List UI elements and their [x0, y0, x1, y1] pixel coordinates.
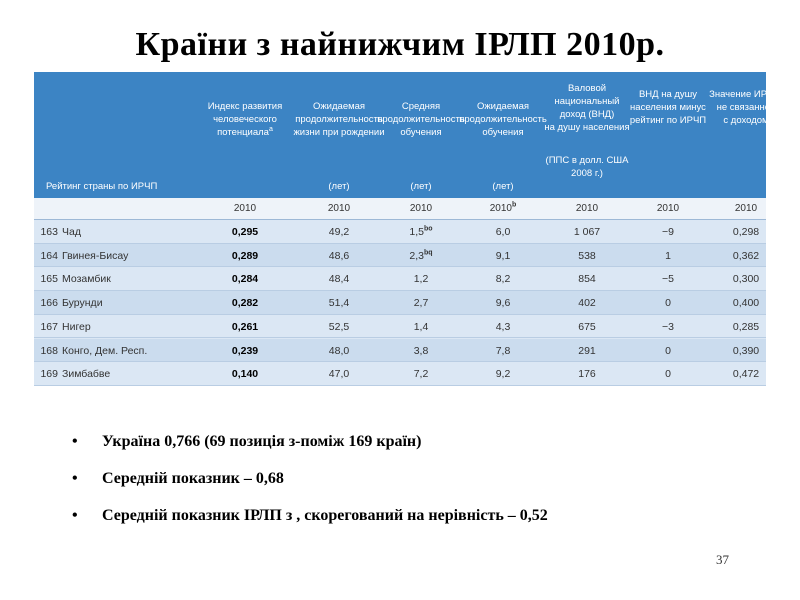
year-label: 2010: [233, 203, 257, 214]
hdi-cell: [205, 226, 285, 238]
cell-value: 0,284: [231, 273, 259, 286]
mean-school-cell: [381, 250, 461, 262]
gni-cell: [547, 368, 627, 380]
table-header: [34, 72, 783, 198]
rank-cell: 167: [40, 320, 58, 333]
cell-value: 9,1: [495, 249, 511, 262]
cell-value: 0: [665, 368, 671, 381]
life-cell: [299, 368, 379, 380]
cell-value: 48,4: [328, 273, 350, 286]
bullet-text: Середній показник ІРЛП з , скорегований на нерівність – 0,52: [102, 507, 548, 524]
life-cell: [299, 226, 379, 238]
hdi-cell: [205, 273, 285, 285]
bullet-item: [68, 506, 768, 526]
country-cell: Гвинея-Бисау: [62, 249, 129, 262]
life-cell: [299, 297, 379, 309]
nonincome-cell: [706, 345, 786, 357]
page-number: 37: [716, 552, 729, 567]
cell-value: 0,298: [732, 226, 760, 238]
rank-cell: 164: [40, 249, 58, 262]
column-header-label: Средняя продолжительность обучения: [377, 101, 465, 138]
nonincome-cell: [706, 250, 786, 262]
cell-value: 7,2: [413, 368, 429, 381]
country-cell: Зимбабве: [62, 368, 111, 381]
column-header-label: ВНД на душу населения минус рейтинг по ИРЧП: [629, 89, 707, 126]
cell-value: 538: [578, 249, 596, 262]
country-cell: Нигер: [62, 320, 91, 333]
year-label: 2010: [409, 203, 433, 214]
cell-value: 48,6: [328, 249, 350, 262]
table-row: [34, 315, 766, 339]
mean-school-cell: [381, 368, 461, 380]
cell-value: 0: [665, 297, 671, 310]
exp-school-cell: [463, 273, 543, 285]
cell-value: 6,0: [495, 226, 511, 238]
cell-value: −5: [662, 273, 674, 286]
life-cell: [299, 321, 379, 333]
cell-value: 0,300: [732, 273, 760, 286]
mean-school-cell: [381, 297, 461, 309]
cell-footnote: bo: [424, 225, 433, 233]
hdi-cell: [205, 297, 285, 309]
hdi-cell: [205, 345, 285, 357]
year-label: 2010: [575, 203, 599, 214]
rank-cell: 163: [40, 226, 58, 238]
table-row: [34, 267, 766, 291]
cell-value: 1,2: [413, 273, 429, 286]
hdi-cell: [205, 321, 285, 333]
gni-minus-cell: [628, 321, 708, 333]
cell-value: 1,4: [413, 320, 429, 333]
year-label: 2010: [656, 203, 680, 214]
cell-value: 48,0: [328, 344, 350, 357]
gni-minus-cell: [628, 226, 708, 238]
cell-value: 0: [665, 344, 671, 357]
exp-school-cell: [463, 297, 543, 309]
table-row: [34, 220, 766, 244]
table-row: [34, 244, 766, 268]
column-header-label: Значение ИРЧП, не связанное с доходом: [709, 89, 783, 126]
rank-column-header: Рейтинг страны по ИРЧП: [46, 181, 158, 192]
exp-school-cell: [463, 321, 543, 333]
cell-value: 402: [578, 297, 596, 310]
column-header-label: Валовой национальный доход (ВНД) на душу населения: [544, 83, 630, 133]
gni-cell: [547, 321, 627, 333]
cell-value: 49,2: [328, 226, 350, 238]
year-footnote: b: [511, 201, 517, 209]
rank-cell: 168: [40, 344, 58, 357]
cell-value: 0,285: [732, 320, 760, 333]
cell-value: 2,7: [413, 297, 429, 310]
column-unit: (лет): [492, 181, 514, 192]
cell-value: 9,2: [495, 368, 511, 381]
cell-value: 1,5: [409, 226, 425, 238]
country-cell: Бурунди: [62, 297, 103, 310]
nonincome-cell: [706, 321, 786, 333]
cell-value: 176: [578, 368, 596, 381]
column-unit: (лет): [328, 181, 350, 192]
life-cell: [299, 250, 379, 262]
gni-minus-cell: [628, 273, 708, 285]
cell-value: 0,400: [732, 297, 760, 310]
year-label: 2010: [734, 203, 758, 214]
cell-value: 1 067: [573, 226, 601, 238]
bullet-text: Середній показник – 0,68: [102, 470, 284, 487]
cell-value: −3: [662, 320, 674, 333]
nonincome-cell: [706, 226, 786, 238]
year-row: [34, 198, 766, 220]
cell-value: 7,8: [495, 344, 511, 357]
year-cell: [299, 203, 379, 214]
cell-value: 4,3: [495, 320, 511, 333]
life-cell: [299, 345, 379, 357]
cell-value: 0,362: [732, 249, 760, 262]
cell-value: 291: [578, 344, 596, 357]
bullet-item: [68, 469, 768, 489]
gni-minus-cell: [628, 250, 708, 262]
year-cell: [463, 203, 543, 214]
cell-value: 0,289: [231, 249, 259, 262]
cell-value: 51,4: [328, 297, 350, 310]
table-row: [34, 339, 766, 363]
cell-value: 2,3: [409, 249, 425, 262]
exp-school-cell: [463, 368, 543, 380]
cell-value: 1: [665, 249, 671, 262]
year-cell: [706, 203, 786, 214]
cell-value: −9: [662, 226, 674, 238]
bullet-dot-icon: •: [72, 433, 78, 450]
bullet-dot-icon: •: [72, 507, 78, 524]
rank-cell: 169: [40, 368, 58, 381]
rank-cell: 166: [40, 297, 58, 310]
exp-school-cell: [463, 345, 543, 357]
cell-value: 47,0: [328, 368, 350, 381]
column-header-label: Индекс развития человеческого потенциала: [207, 101, 283, 138]
year-cell: [547, 203, 627, 214]
gni-cell: [547, 297, 627, 309]
cell-value: 675: [578, 320, 596, 333]
bullet-list: [68, 432, 768, 543]
cell-value: 0,390: [732, 344, 760, 357]
table-row: [34, 362, 766, 386]
mean-school-cell: [381, 226, 461, 238]
column-unit: (ППС в долл. США 2008 г.): [545, 155, 629, 179]
gni-cell: [547, 345, 627, 357]
bullet-item: [68, 432, 768, 452]
cell-value: 9,6: [495, 297, 511, 310]
country-cell: Чад: [62, 226, 81, 238]
gni-cell: [547, 250, 627, 262]
gni-minus-cell: [628, 297, 708, 309]
gni-cell: [547, 273, 627, 285]
mean-school-cell: [381, 273, 461, 285]
mean-school-cell: [381, 345, 461, 357]
nonincome-cell: [706, 297, 786, 309]
year-label: 2010: [489, 203, 512, 214]
cell-value: 0,261: [231, 320, 259, 333]
bullet-dot-icon: •: [72, 470, 78, 487]
cell-value: 0,472: [732, 368, 760, 381]
mean-school-cell: [381, 321, 461, 333]
hdi-table: [34, 72, 783, 386]
year-cell: [381, 203, 461, 214]
column-unit: (лет): [410, 181, 432, 192]
column-header-label: Ожидаемая продолжительность обучения: [459, 101, 547, 138]
nonincome-cell: [706, 368, 786, 380]
rank-cell: 165: [40, 273, 58, 286]
exp-school-cell: [463, 250, 543, 262]
cell-value: 0,140: [231, 368, 259, 381]
hdi-cell: [205, 368, 285, 380]
cell-value: 0,239: [231, 344, 259, 357]
cell-value: 52,5: [328, 320, 350, 333]
cell-value: 8,2: [495, 273, 511, 286]
gni-cell: [547, 226, 627, 238]
year-cell: [628, 203, 708, 214]
country-cell: Мозамбик: [62, 273, 111, 286]
year-label: 2010: [327, 203, 351, 214]
nonincome-cell: [706, 273, 786, 285]
column-header-label: Ожидаемая продолжительность жизни при рождении: [293, 101, 385, 138]
gni-minus-cell: [628, 345, 708, 357]
bullet-text: Україна 0,766 (69 позиція з-поміж 169 країн): [102, 433, 422, 450]
cell-value: 0,282: [231, 297, 259, 310]
slide-title: Країни з найнижчим ІРЛП 2010р.: [135, 26, 665, 63]
life-cell: [299, 273, 379, 285]
exp-school-cell: [463, 226, 543, 238]
cell-value: 0,295: [231, 226, 259, 238]
column-header: [686, 88, 800, 127]
column-header-footnote: a: [268, 125, 273, 133]
cell-value: 3,8: [413, 344, 429, 357]
gni-minus-cell: [628, 368, 708, 380]
year-cell: [205, 203, 285, 214]
cell-value: 854: [578, 273, 596, 286]
cell-footnote: bq: [424, 249, 433, 257]
country-cell: Конго, Дем. Респ.: [62, 344, 148, 357]
table-row: [34, 291, 766, 315]
hdi-cell: [205, 250, 285, 262]
